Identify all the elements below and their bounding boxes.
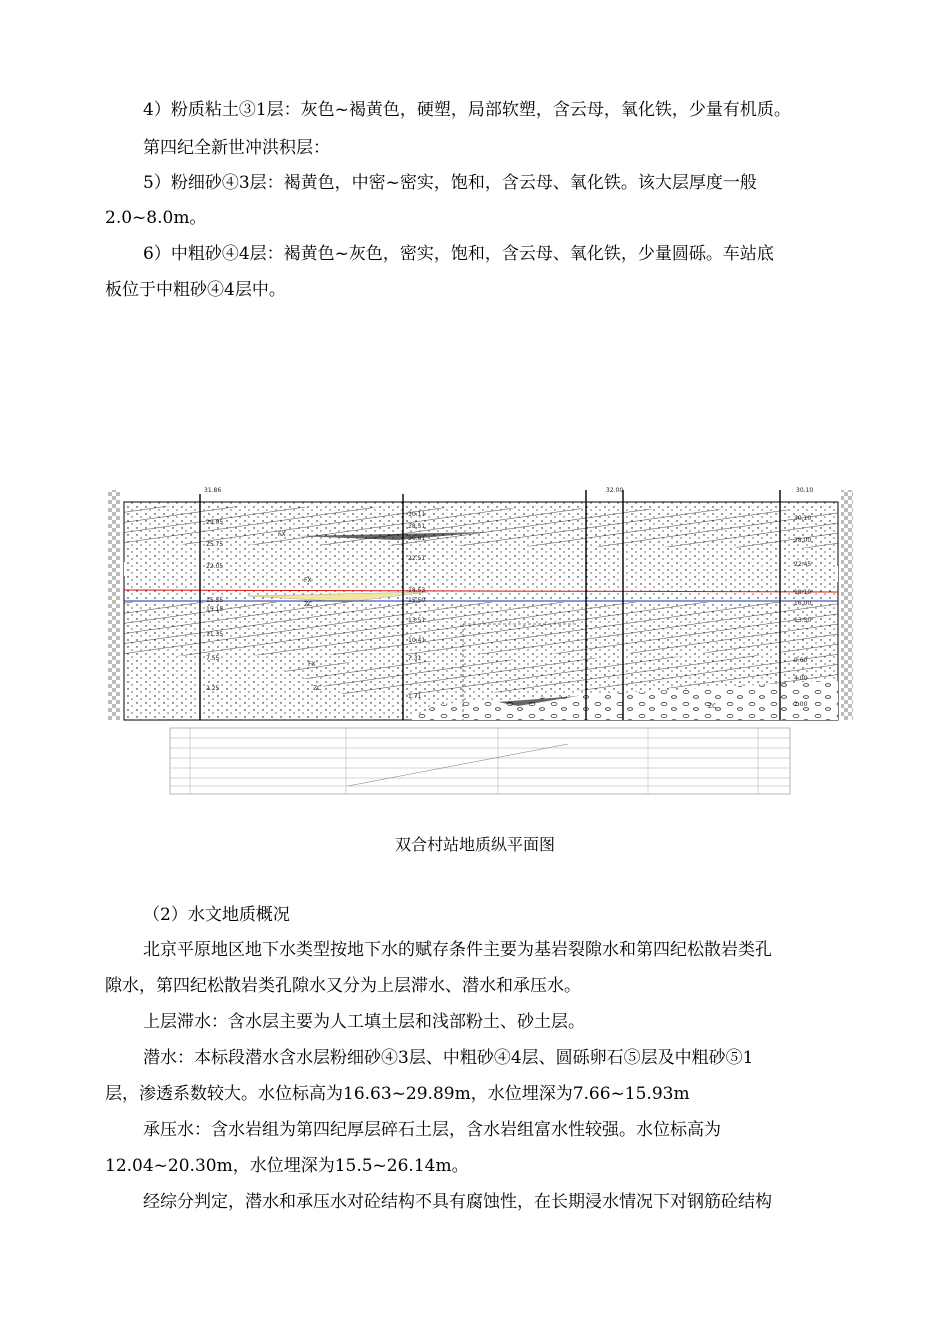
svg-text:FX: FX [308,661,316,668]
paragraph-confined-water-line2: 12.04~20.30m，水位埋深为15.5~26.14m。 [105,1156,469,1176]
svg-text:26.81: 26.81 [408,535,426,542]
svg-text:15.15: 15.15 [206,606,224,613]
svg-text:ZC: ZC [708,703,717,710]
svg-text:2.25: 2.25 [206,685,220,692]
svg-text:22.51: 22.51 [408,555,426,562]
svg-text:10.41: 10.41 [408,637,426,644]
geological-section-figure [108,484,855,796]
svg-text:13.51: 13.51 [408,617,426,624]
svg-text:13.50: 13.50 [794,617,812,624]
svg-text:4.00: 4.00 [794,675,808,682]
svg-text:22.05: 22.05 [206,563,224,570]
borehole-1-elevation: 31.86 [204,487,222,494]
paragraph-groundwater-types-line1: 北京平原地区地下水类型按地下水的赋存条件主要为基岩裂隙水和第四纪松散岩类孔 [143,940,772,960]
svg-text:15.50: 15.50 [408,597,426,604]
svg-text:30.11: 30.11 [408,511,426,518]
svg-text:18.10: 18.10 [794,589,812,596]
paragraph-groundwater-types-line2: 隙水，第四纪松散岩类孔隙水又分为上层滞水、潜水和承压水。 [105,976,581,996]
paragraph-fine-sand-line1: 5）粉细砂④3层：褐黄色，中密~密实，饱和，含云母、氧化铁。该大层厚度一般 [143,173,757,193]
left-elevation-ruler [108,490,120,720]
svg-text:1.71: 1.71 [408,693,422,700]
svg-text:11.35: 11.35 [206,631,224,638]
paragraph-phreatic-water-line2: 层，渗透系数较大。水位标高为16.63~29.89m，水位埋深为7.66~15.93m [105,1084,690,1104]
right-elevation-ruler [841,490,853,720]
paragraph-confined-water-line1: 承压水：含水岩组为第四纪厚层碎石土层，含水岩组富水性较强。水位标高为 [143,1120,721,1140]
paragraph-holocene-heading: 第四纪全新世冲洪积层： [143,138,330,158]
svg-text:22.45: 22.45 [794,561,812,568]
paragraph-coarse-sand-line2: 板位于中粗砂④4层中。 [105,280,286,300]
section-heading-hydrogeology: （2）水文地质概况 [143,905,290,925]
svg-text:ZC: ZC [304,601,313,608]
svg-text:30.10: 30.10 [794,515,812,522]
svg-text:2.00: 2.00 [794,701,808,708]
svg-text:ZC: ZC [313,685,322,692]
figure-caption: 双合村站地质纵平面图 [394,835,555,854]
svg-text:9.60: 9.60 [794,657,808,664]
paragraph-silty-clay: 4）粉质粘土③1层：灰色~褐黄色，硬塑，局部软塑，含云母，氧化铁，少量有机质。 [143,100,791,120]
svg-text:28.51: 28.51 [408,523,426,530]
svg-text:FX: FX [278,531,286,538]
paragraph-coarse-sand-line1: 6）中粗砂④4层：褐黄色~灰色，密实，饱和，含云母、氧化铁，少量圆砾。车站底 [143,244,774,264]
paragraph-phreatic-water-line1: 潜水：本标段潜水含水层粉细砂④3层、中粗砂④4层、圆砾卵石⑤层及中粗砂⑤1 [143,1048,754,1068]
svg-text:FX: FX [304,577,312,584]
layer-medium-coarse-sand [124,602,838,656]
layer-silty-clay [124,506,838,548]
borehole-4-elevation: 30.10 [796,487,814,494]
svg-text:25.75: 25.75 [206,541,224,548]
svg-text:16.00: 16.00 [794,600,812,607]
paragraph-fine-sand-line2: 2.0~8.0m。 [105,208,207,228]
svg-text:7.31: 7.31 [408,655,422,662]
svg-text:7.55: 7.55 [206,655,220,662]
svg-text:28.00: 28.00 [794,537,812,544]
borehole-data-table [170,728,790,794]
svg-text:29.05: 29.05 [206,519,224,526]
paragraph-perched-water: 上层滞水：含水层主要为人工填土层和浅部粉土、砂土层。 [143,1012,585,1032]
svg-text:15.55: 15.55 [206,597,224,604]
paragraph-corrosivity: 经综分判定，潜水和承压水对砼结构不具有腐蚀性，在长期浸水情况下对钢筋砼结构 [143,1192,772,1212]
borehole-3-elevation: 32.00 [606,487,624,494]
svg-text:18.53: 18.53 [408,587,426,594]
